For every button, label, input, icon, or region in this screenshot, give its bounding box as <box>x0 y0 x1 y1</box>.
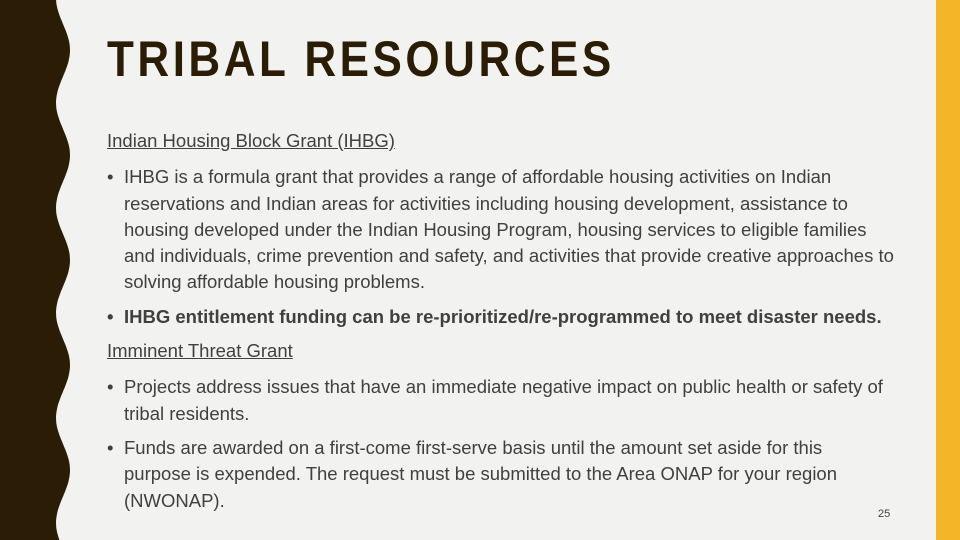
bullet-item: • IHBG entitlement funding can be re-prioritized/re-programmed to meet disaster needs. <box>124 304 897 330</box>
wavy-left-band <box>0 0 80 540</box>
bullet-item: • Projects address issues that have an immediate negative impact on public health or safety of tribal residents. <box>124 374 897 427</box>
page-number: 25 <box>878 508 891 520</box>
section-heading-imminent-threat: Imminent Threat Grant <box>107 340 293 362</box>
accent-stripe <box>936 0 960 540</box>
bullet-item: • Funds are awarded on a first-come first-serve basis until the amount set aside for this purpose is expended. The request must be submitted to the Area ONAP for your region (NWONAP). <box>124 435 884 514</box>
slide-title: TRIBAL RESOURCES <box>107 31 615 87</box>
slide-content <box>107 128 897 522</box>
section-heading-ihbg: Indian Housing Block Grant (IHBG) <box>107 130 395 151</box>
bullet-item: • IHBG is a formula grant that provides a range of affordable housing activities on Indian reservations and Indian areas for activities including housing development, assistance to housing developed under the Indian Housing Program, housing services to eligible families and individuals, crime prevention and safety, and activities that provide creative approaches to solving affordable housing problems. <box>124 164 897 295</box>
